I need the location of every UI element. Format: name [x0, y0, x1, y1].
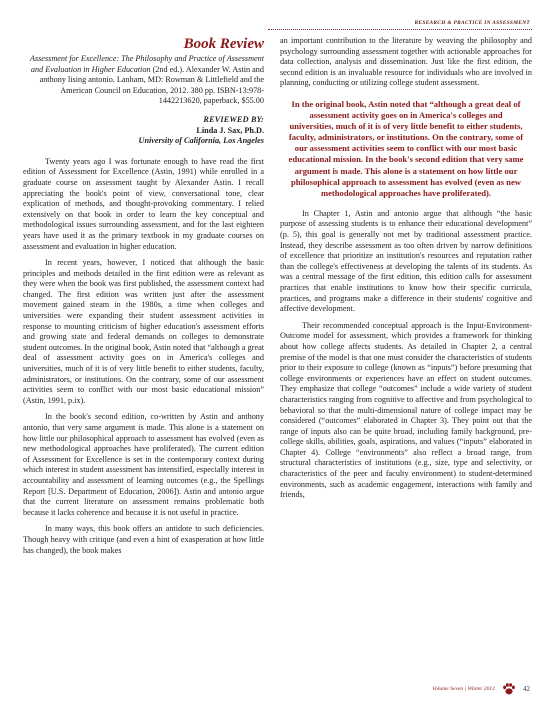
left-column — [23, 36, 264, 562]
reviewer-name: Linda J. Sax, Ph.D. — [196, 125, 264, 135]
reviewer-affiliation: University of California, Los Angeles — [138, 136, 264, 146]
paragraph: Their recommended conceptual approach is the Input-Environment-Outcome model for assessment, which provides a framework for thinking about how college affects students. As detailed in Chapter 2, a central premise of the model is that one must consider the characteristics of students prior to their exposure to college (known as “inputs”) before presuming that college environments or experiences have an effect on student outcomes. They emphasize that college “outcomes” include a wide variety of student characteristics ranging from cognitive to affective and from psychological to behavioral so that the multi-dimensional nature of college impact may be considered (“outcomes” elaborated in Chapter 3). They point out that the range of inputs also can be quite broad, including family background, pre-college skills, abilities, goals, aspirations, and values (“inputs” elaborated in Chapter 4). College “environments” also reflect a broad range, from structural characteristics of institutions (e.g., size, type and selectivity, or characteristics of the peer and faculty environment) to student-determined environments, such as academic engagement, interactions with family and friends, — [280, 320, 532, 500]
header-divider — [268, 29, 532, 30]
paragraph: In recent years, however, I noticed that although the basic principles and methods detailed in the first edition were as relevant as they were when the book was first published, the assessment context had changed. The first edition was written just after the assessment movement gained steam in the 1980s, a time when colleges and universities were expanding their student assessment activities in response to mounting criticism of higher education's assessment efforts and growing state and federal demands on colleges to demonstrate student outcomes. In the original book, Astin noted that “although a great deal of assessment activity goes on in America's colleges and universities, much of it is of very little benefit to either students, faculty, administrators, or institutions. On the contrary, some of our assessment activities seem to conflict with our most basic educational mission” (Astin, 1991, p.ix). — [23, 258, 264, 405]
issue-label: Volume Seven | Winter 2012 — [432, 686, 495, 692]
paragraph: In Chapter 1, Astin and antonio argue that although “the basic purpose of assessing students is to enhance their educational development” (p. 5), this goal is generally not met by traditional assessment practice. Instead, they describe assessment as too often driven by narrow definitions of excellence that prioritize an institution's resources and reputation rather than the college's effectiveness at developing the talents of its students. As was a central message of the first edition, this edition calls for assessment practices that enable institutions to know how their specific curricula, practices, and programs make a difference in their students' cognitive and affective development. — [280, 208, 532, 314]
book-citation — [23, 54, 264, 107]
pull-quote: In the original book, Astin noted that “although a great deal of assessment activity goes on in America's colleges and universities, much of it is of very little benefit to either students, faculty, administrators, or institutions. On the contrary, some of our assessment activities seem to conflict with our most basic educational mission. In the book's second edition that very same argument is made. This alone is a statement on how little our philosophical approach to assessment has evolved (even as new methodological approaches have proliferated). — [288, 98, 524, 198]
paw-print-icon — [501, 681, 517, 697]
book-title: Assessment for Excellence: The Philosophy and Practice of Assessment and Evaluation in Higher Education — [29, 54, 264, 74]
review-heading: Book Review — [183, 36, 264, 52]
page-number: 42 — [523, 685, 530, 693]
paragraph: In many ways, this book offers an antidote to such deficiencies. Though heavy with critique (and even a hint of exasperation at how little has changed), the book makes — [23, 524, 264, 555]
paragraph: an important contribution to the literature by weaving the philosophy and psychology surrounding assessment together with actionable approaches for data collection, analysis and dissemination. Just like the first edition, the second edition is an invaluable resource for individuals who are involved in planning, conducting or utilizing college student assessment. — [280, 36, 532, 88]
reviewer-block — [23, 115, 264, 147]
book-details: (2nd ed.). Alexander W. Astin and anthony lising antonio. Lanham, MD: Rowman & Littlefield and the American Council on Education, 2012. 380 pp. ISBN-13:978-1442213620, paperback, $55.00 — [39, 64, 264, 106]
reviewed-by-label: REVIEWED BY: — [203, 114, 264, 124]
paragraph: Twenty years ago I was fortunate enough to have read the first edition of Assessment for Excellence (Astin, 1991) while enrolled in a graduate course on assessment taught by Alexander Astin. I recall appreciating the book's point of view, conversational tone, clear explication of methods, and thought-provoking commentary. I relied extensively on that book in order to learn the key conceptual and methodological issues surrounding assessment, and for the last eighteen years have used it as the primary textbook in my graduate courses on assessment and evaluation in higher education. — [23, 156, 264, 251]
page-footer — [432, 681, 530, 697]
right-column — [280, 36, 532, 507]
section-header-label: RESEARCH & PRACTICE IN ASSESSMENT — [414, 20, 530, 26]
paragraph: In the book's second edition, co-written by Astin and anthony antonio, that very same argument is made. This alone is a statement on how little our philosophical approach to assessment has evolved (even as new methodological approaches have proliferated). The current edition of Assessment for Excellence is set in the contemporary context during which interest in student assessment has intensified, especially interest in accountability and assessment of learning outcomes (e.g., the Spellings Report [U.S. Department of Education, 2006]). Astin and antonio argue that the current literature on assessment remains problematic both because it lacks coherence and because it is not useful in practice. — [23, 412, 264, 517]
